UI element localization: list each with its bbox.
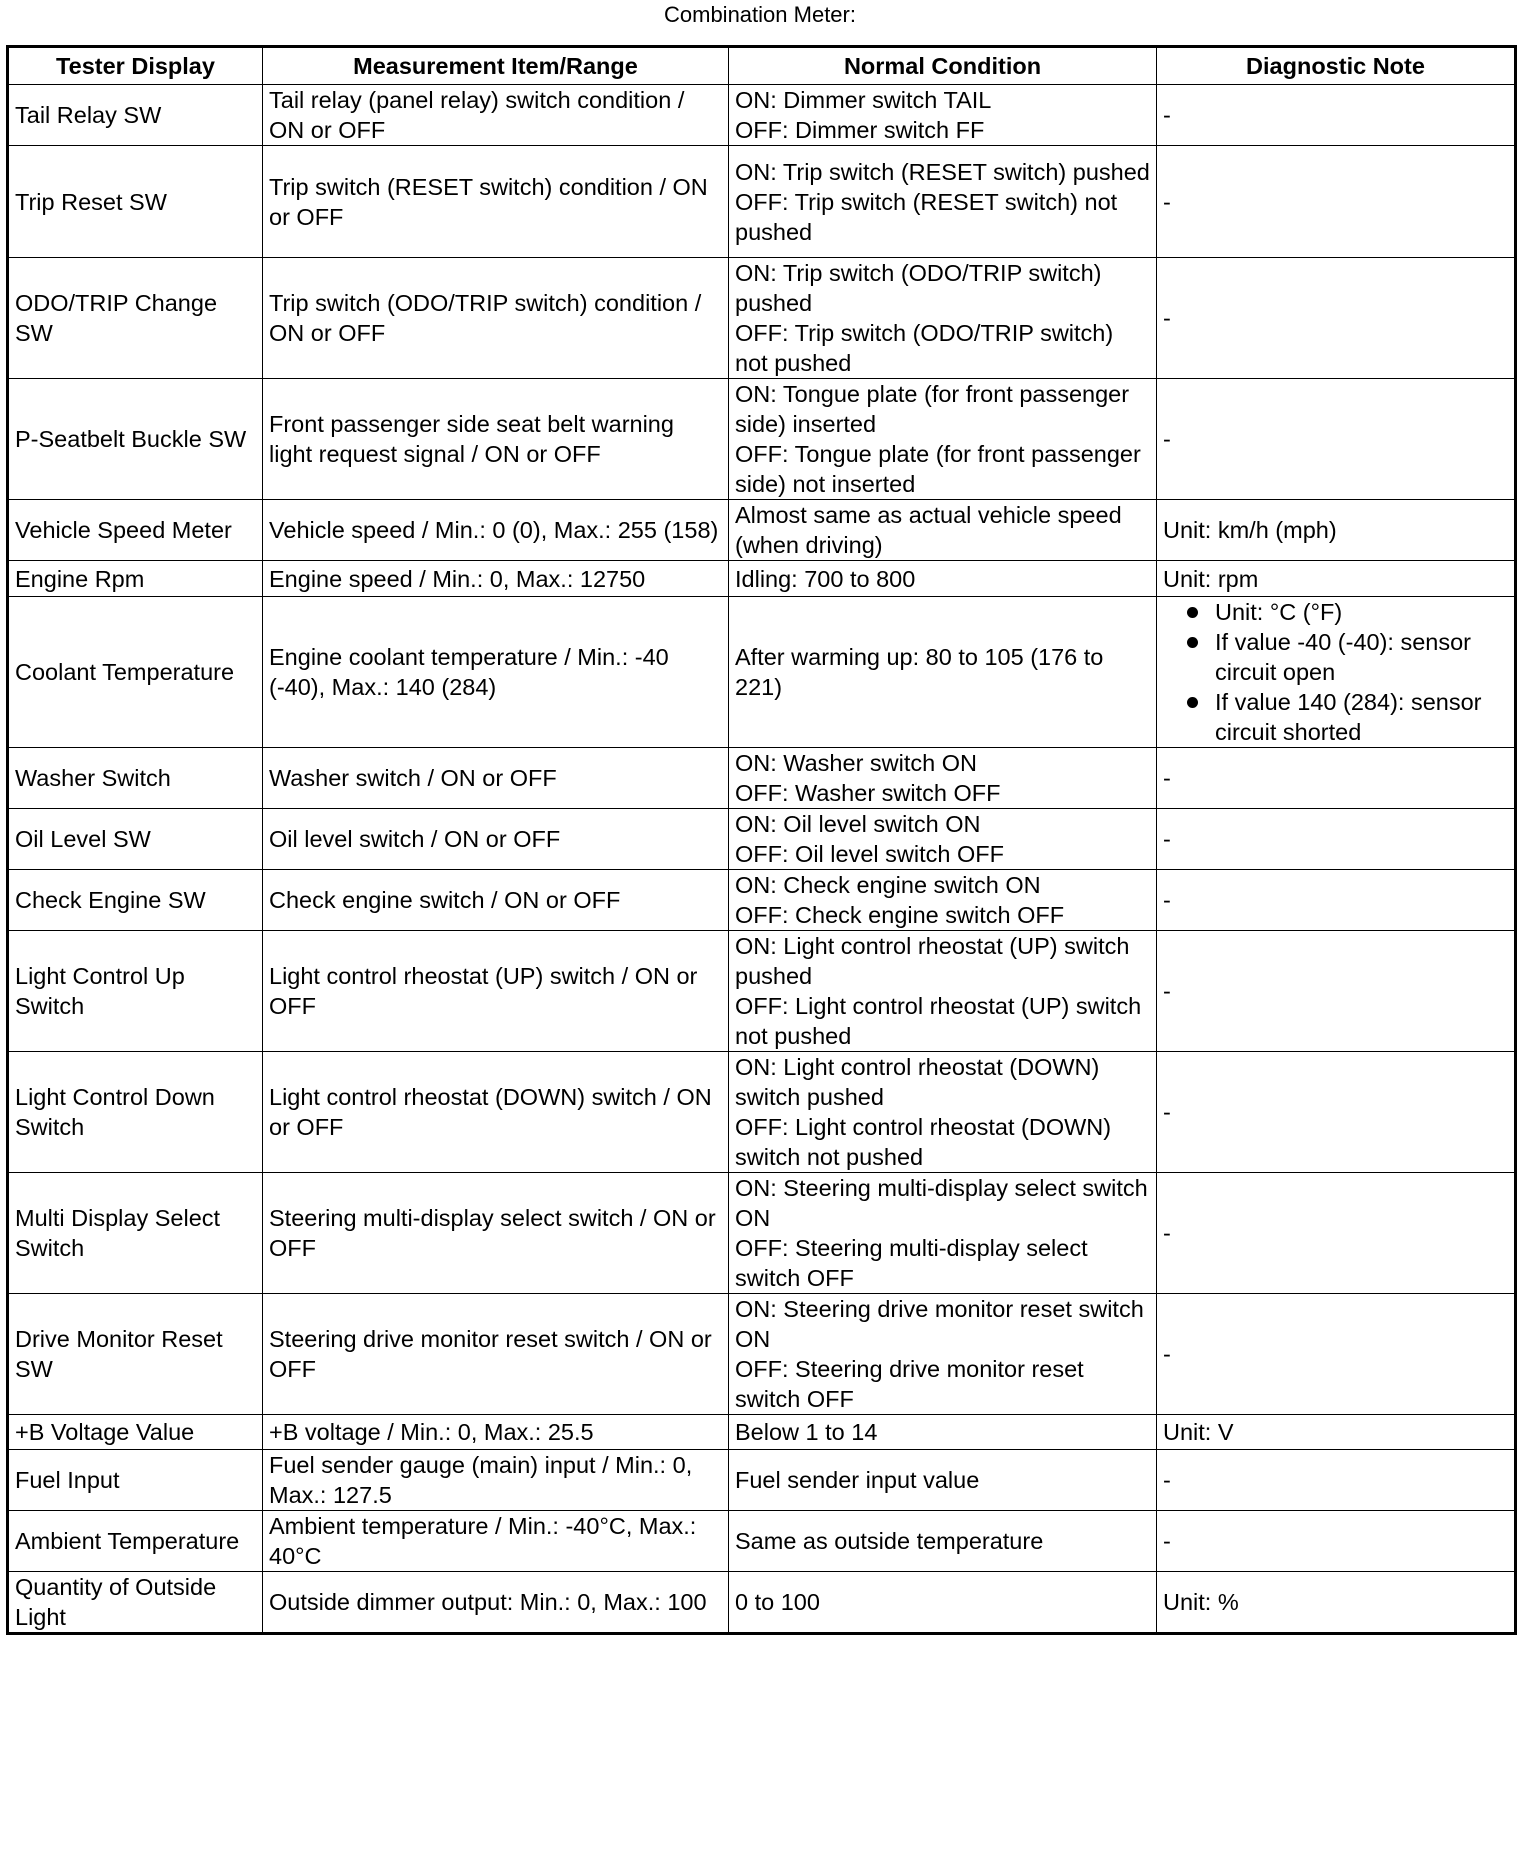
normal-condition-line: ON: Oil level switch ON	[735, 811, 981, 837]
diagnostic-note-item: Unit: °C (°F)	[1169, 597, 1508, 627]
table-row	[8, 1450, 1516, 1511]
cell-measurement-item: Engine coolant temperature / Min.: -40 (-40), Max.: 140 (284)	[263, 597, 729, 748]
normal-condition-line: OFF: Washer switch OFF	[735, 780, 1001, 806]
normal-condition-line: Almost same as actual vehicle speed (when driving)	[735, 502, 1122, 558]
cell-tester-display: Fuel Input	[8, 1450, 263, 1511]
normal-condition-line: OFF: Check engine switch OFF	[735, 902, 1065, 928]
cell-normal-condition	[729, 146, 1157, 258]
diagnostic-note-item: If value -40 (-40): sensor circuit open	[1169, 627, 1508, 687]
cell-tester-display: Coolant Temperature	[8, 597, 263, 748]
normal-condition-line: OFF: Trip switch (RESET switch) not pushed	[735, 188, 1118, 245]
combination-meter-table	[6, 45, 1517, 1635]
cell-normal-condition	[729, 870, 1157, 931]
cell-measurement-item: Trip switch (RESET switch) condition / ON or OFF	[263, 146, 729, 258]
cell-measurement-item: Tail relay (panel relay) switch condition / ON or OFF	[263, 85, 729, 146]
cell-normal-condition	[729, 597, 1157, 748]
cell-measurement-item: Check engine switch / ON or OFF	[263, 870, 729, 931]
table-row	[8, 1052, 1516, 1173]
cell-diagnostic-note: -	[1157, 748, 1516, 809]
table-row	[8, 1294, 1516, 1415]
cell-measurement-item: Oil level switch / ON or OFF	[263, 809, 729, 870]
cell-measurement-item: Engine speed / Min.: 0, Max.: 12750	[263, 561, 729, 597]
header-row	[8, 47, 1516, 85]
cell-diagnostic-note: -	[1157, 85, 1516, 146]
cell-diagnostic-note: -	[1157, 870, 1516, 931]
normal-condition-line: OFF: Dimmer switch FF	[735, 117, 985, 143]
table-row	[8, 870, 1516, 931]
cell-tester-display: Trip Reset SW	[8, 146, 263, 258]
cell-measurement-item: Light control rheostat (UP) switch / ON or OFF	[263, 931, 729, 1052]
cell-normal-condition	[729, 379, 1157, 500]
cell-measurement-item: Fuel sender gauge (main) input / Min.: 0, Max.: 127.5	[263, 1450, 729, 1511]
cell-tester-display: Vehicle Speed Meter	[8, 500, 263, 561]
table-row	[8, 146, 1516, 258]
cell-normal-condition	[729, 748, 1157, 809]
cell-measurement-item: Vehicle speed / Min.: 0 (0), Max.: 255 (158)	[263, 500, 729, 561]
cell-diagnostic-note: -	[1157, 1511, 1516, 1572]
table-row	[8, 1415, 1516, 1450]
cell-measurement-item: +B voltage / Min.: 0, Max.: 25.5	[263, 1415, 729, 1450]
cell-measurement-item: Front passenger side seat belt warning light request signal / ON or OFF	[263, 379, 729, 500]
cell-tester-display: Drive Monitor Reset SW	[8, 1294, 263, 1415]
table-row	[8, 1511, 1516, 1572]
cell-diagnostic-note: -	[1157, 1052, 1516, 1173]
cell-tester-display: Multi Display Select Switch	[8, 1173, 263, 1294]
cell-tester-display: +B Voltage Value	[8, 1415, 263, 1450]
cell-tester-display: P-Seatbelt Buckle SW	[8, 379, 263, 500]
cell-measurement-item: Washer switch / ON or OFF	[263, 748, 729, 809]
cell-tester-display: Tail Relay SW	[8, 85, 263, 146]
normal-condition-line: OFF: Steering multi-display select switch OFF	[735, 1235, 1088, 1291]
cell-normal-condition	[729, 500, 1157, 561]
table-row	[8, 597, 1516, 748]
normal-condition-line: OFF: Steering drive monitor reset switch OFF	[735, 1356, 1084, 1412]
cell-diagnostic-note: -	[1157, 146, 1516, 258]
normal-condition-line: ON: Check engine switch ON	[735, 872, 1041, 898]
normal-condition-line: ON: Light control rheostat (UP) switch pushed	[735, 933, 1130, 989]
cell-tester-display: Engine Rpm	[8, 561, 263, 597]
cell-normal-condition	[729, 1052, 1157, 1173]
table-row	[8, 561, 1516, 597]
diagnostic-note-item: If value 140 (284): sensor circuit shorted	[1169, 687, 1508, 747]
normal-condition-line: ON: Tongue plate (for front passenger side) inserted	[735, 381, 1130, 437]
normal-condition-line: Below 1 to 14	[735, 1419, 878, 1445]
cell-diagnostic-note: -	[1157, 258, 1516, 379]
table-row	[8, 1572, 1516, 1634]
cell-measurement-item: Outside dimmer output: Min.: 0, Max.: 100	[263, 1572, 729, 1634]
header-tester-display: Tester Display	[8, 47, 263, 85]
cell-diagnostic-note	[1157, 597, 1516, 748]
normal-condition-line: After warming up: 80 to 105 (176 to 221)	[735, 644, 1104, 700]
cell-tester-display: Light Control Up Switch	[8, 931, 263, 1052]
cell-measurement-item: Steering drive monitor reset switch / ON or OFF	[263, 1294, 729, 1415]
cell-measurement-item: Light control rheostat (DOWN) switch / ON or OFF	[263, 1052, 729, 1173]
cell-measurement-item: Ambient temperature / Min.: -40°C, Max.: 40°C	[263, 1511, 729, 1572]
header-measurement-item: Measurement Item/Range	[263, 47, 729, 85]
normal-condition-line: ON: Trip switch (RESET switch) pushed	[735, 158, 1150, 185]
table-caption: Combination Meter:	[664, 2, 856, 27]
cell-tester-display: ODO/TRIP Change SW	[8, 258, 263, 379]
table-row	[8, 85, 1516, 146]
normal-condition-line: ON: Trip switch (ODO/TRIP switch) pushed	[735, 260, 1102, 316]
cell-tester-display: Ambient Temperature	[8, 1511, 263, 1572]
normal-condition-line: ON: Steering multi-display select switch ON	[735, 1175, 1148, 1231]
normal-condition-line: ON: Washer switch ON	[735, 750, 977, 776]
cell-diagnostic-note: Unit: km/h (mph)	[1157, 500, 1516, 561]
cell-normal-condition	[729, 809, 1157, 870]
cell-diagnostic-note: Unit: %	[1157, 1572, 1516, 1634]
cell-diagnostic-note: -	[1157, 809, 1516, 870]
cell-normal-condition	[729, 1511, 1157, 1572]
normal-condition-line: OFF: Light control rheostat (DOWN) switch not pushed	[735, 1114, 1112, 1170]
table-row	[8, 931, 1516, 1052]
table-row	[8, 500, 1516, 561]
header-diagnostic-note: Diagnostic Note	[1157, 47, 1516, 85]
cell-tester-display: Check Engine SW	[8, 870, 263, 931]
cell-normal-condition	[729, 1450, 1157, 1511]
cell-tester-display: Oil Level SW	[8, 809, 263, 870]
cell-normal-condition	[729, 931, 1157, 1052]
cell-diagnostic-note: -	[1157, 1450, 1516, 1511]
normal-condition-line: Fuel sender input value	[735, 1467, 980, 1493]
cell-normal-condition	[729, 85, 1157, 146]
table-row	[8, 748, 1516, 809]
cell-tester-display: Washer Switch	[8, 748, 263, 809]
table-row	[8, 379, 1516, 500]
cell-normal-condition	[729, 1572, 1157, 1634]
normal-condition-line: OFF: Trip switch (ODO/TRIP switch) not pushed	[735, 320, 1114, 376]
normal-condition-line: ON: Steering drive monitor reset switch ON	[735, 1296, 1144, 1352]
diagnostic-note-list	[1163, 597, 1508, 747]
cell-diagnostic-note: Unit: V	[1157, 1415, 1516, 1450]
table-row	[8, 1173, 1516, 1294]
cell-tester-display: Light Control Down Switch	[8, 1052, 263, 1173]
normal-condition-line: 0 to 100	[735, 1589, 820, 1615]
table-row	[8, 258, 1516, 379]
cell-diagnostic-note: -	[1157, 1173, 1516, 1294]
cell-normal-condition	[729, 258, 1157, 379]
normal-condition-line: OFF: Light control rheostat (UP) switch not pushed	[735, 993, 1142, 1049]
normal-condition-line: ON: Light control rheostat (DOWN) switch pushed	[735, 1054, 1100, 1110]
normal-condition-line: ON: Dimmer switch TAIL	[735, 87, 992, 113]
header-normal-condition: Normal Condition	[729, 47, 1157, 85]
cell-diagnostic-note: Unit: rpm	[1157, 561, 1516, 597]
cell-diagnostic-note: -	[1157, 379, 1516, 500]
normal-condition-line: Same as outside temperature	[735, 1528, 1044, 1554]
normal-condition-line: OFF: Oil level switch OFF	[735, 841, 1004, 867]
cell-tester-display: Quantity of Outside Light	[8, 1572, 263, 1634]
cell-diagnostic-note: -	[1157, 931, 1516, 1052]
table-row	[8, 809, 1516, 870]
cell-measurement-item: Steering multi-display select switch / ON or OFF	[263, 1173, 729, 1294]
cell-measurement-item: Trip switch (ODO/TRIP switch) condition / ON or OFF	[263, 258, 729, 379]
cell-normal-condition	[729, 1173, 1157, 1294]
cell-normal-condition	[729, 1415, 1157, 1450]
cell-normal-condition	[729, 561, 1157, 597]
cell-normal-condition	[729, 1294, 1157, 1415]
normal-condition-line: Idling: 700 to 800	[735, 565, 916, 592]
cell-diagnostic-note: -	[1157, 1294, 1516, 1415]
normal-condition-line: OFF: Tongue plate (for front passenger side) not inserted	[735, 441, 1141, 497]
